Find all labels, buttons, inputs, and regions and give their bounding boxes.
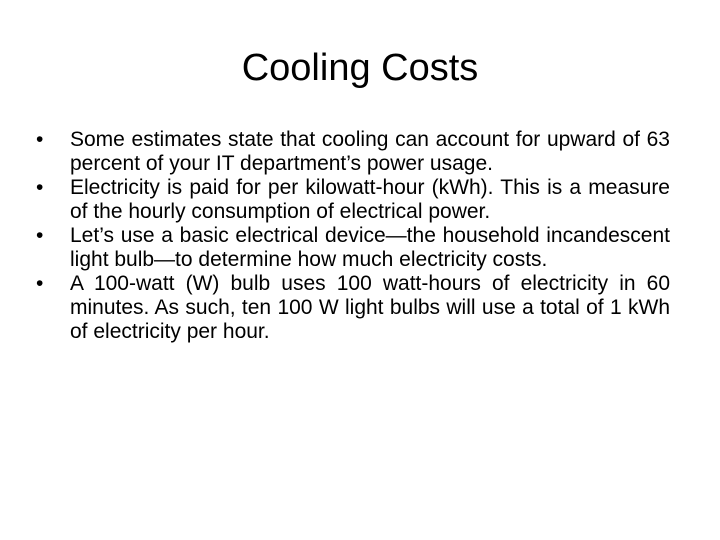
bullet-text: A 100-watt (W) bulb uses 100 watt-hours of electricity in 60 minutes. As such, ten 100 W light bulbs will use a total of 1 kWh of electricity per hour. xyxy=(70,272,670,343)
bullet-item xyxy=(36,224,670,272)
bullet-text: Electricity is paid for per kilowatt-hour (kWh). This is a measure of the hourly consumption of electrical power. xyxy=(70,176,670,223)
bullet-item xyxy=(36,272,670,344)
bullet-dot-icon: • xyxy=(36,128,44,151)
bullet-item xyxy=(36,128,670,176)
bullet-dot-icon: • xyxy=(36,272,44,295)
slide-title: Cooling Costs xyxy=(241,47,479,89)
bullet-text: Some estimates state that cooling can account for upward of 63 percent of your IT department’s power usage. xyxy=(70,128,670,175)
bullet-text: Let’s use a basic electrical device—the household incandescent light bulb—to determine how much electricity costs. xyxy=(70,224,670,271)
bullet-item xyxy=(36,176,670,224)
bullet-dot-icon: • xyxy=(36,176,44,199)
bullet-list xyxy=(36,128,670,344)
bullet-dot-icon: • xyxy=(36,224,44,247)
